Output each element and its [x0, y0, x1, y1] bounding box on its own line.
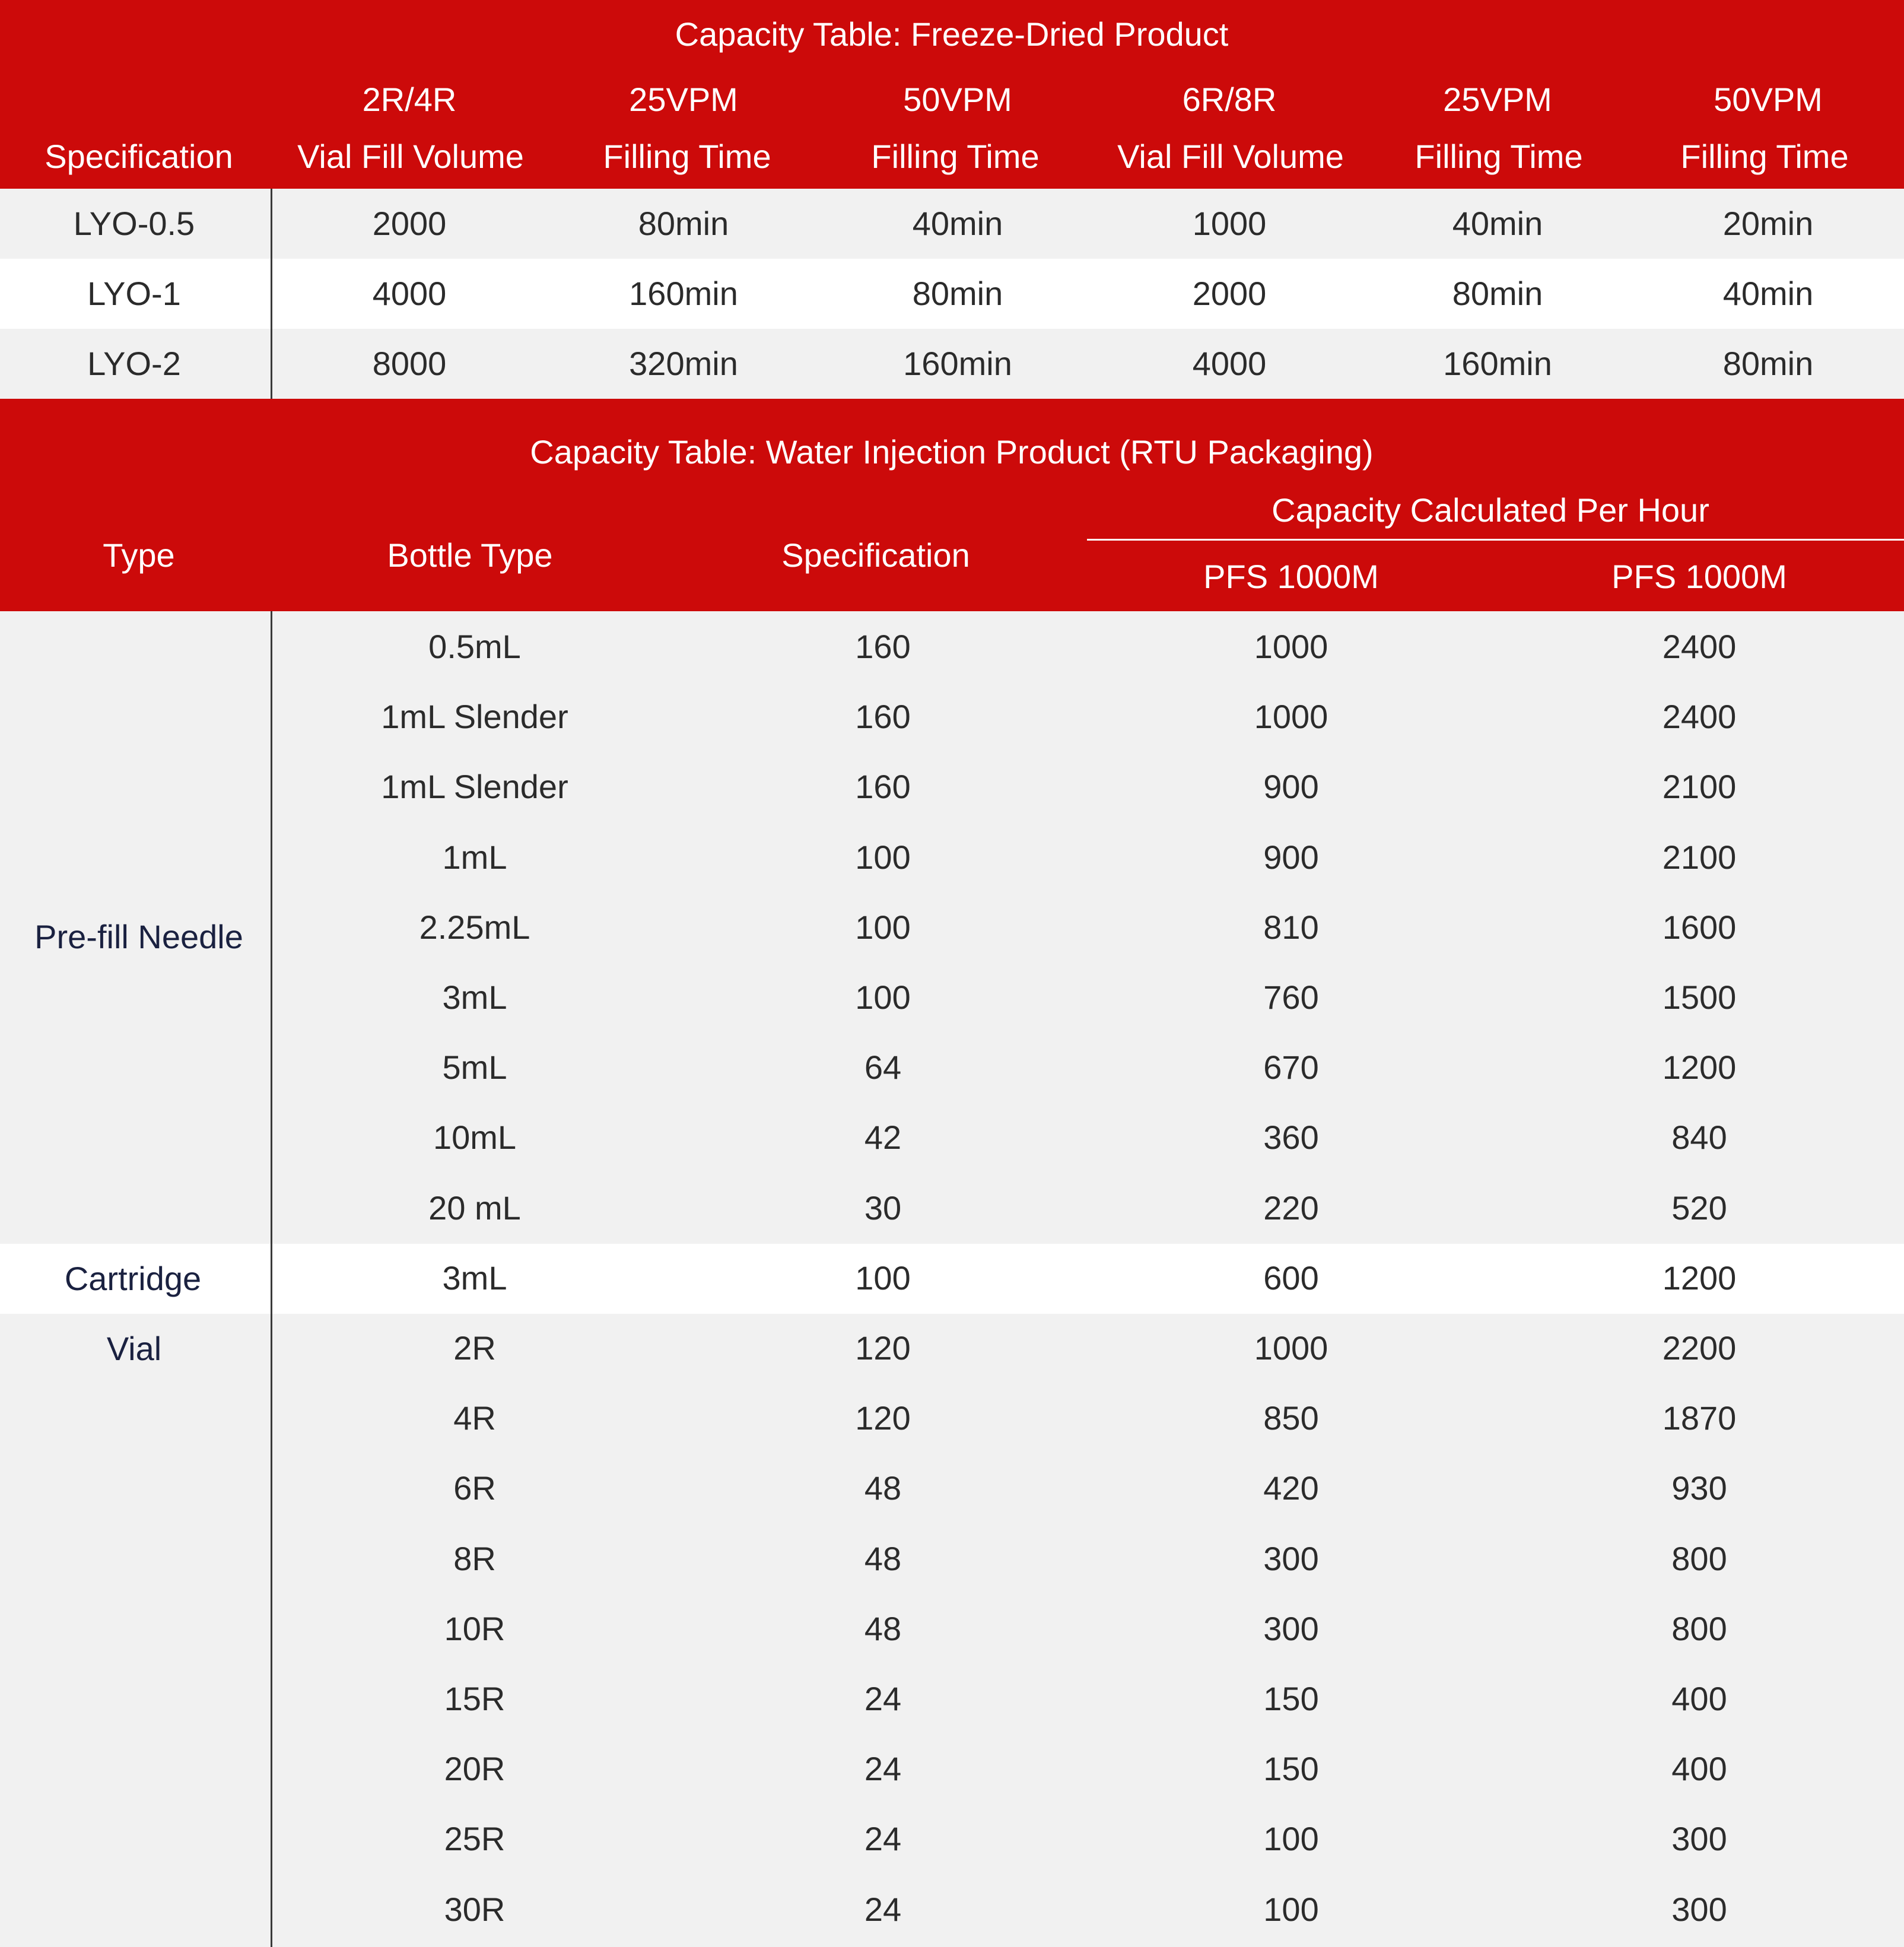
table-cell: 80min — [1452, 275, 1543, 312]
header-top-25vpm-a: 25VPM — [629, 81, 738, 118]
header-type: Type — [103, 536, 175, 574]
table-cell: 24 — [864, 1750, 902, 1787]
table-cell: 1200 — [1662, 1049, 1737, 1086]
bottle-type-cell: 4R — [453, 1399, 496, 1437]
table-cell: 1200 — [1662, 1259, 1737, 1297]
header-pfs-1000m-b: PFS 1000M — [1611, 558, 1787, 595]
table-cell: 40min — [912, 205, 1003, 242]
header-specification: Specification — [44, 138, 233, 175]
vial-group — [0, 1314, 1904, 1947]
table-cell: 520 — [1671, 1189, 1727, 1227]
table-cell: 24 — [864, 1820, 902, 1857]
table-cell: 1500 — [1662, 979, 1737, 1016]
table-cell: 150 — [1263, 1750, 1319, 1787]
header-top-50vpm-b: 50VPM — [1714, 81, 1823, 118]
pre-fill-needle-group — [0, 611, 1904, 1244]
table-cell: 1000 — [1254, 628, 1328, 665]
table-cell: 40min — [1452, 205, 1543, 242]
table-cell: 1600 — [1662, 909, 1737, 946]
table-cell: 40min — [1722, 275, 1814, 312]
header-top-50vpm-a: 50VPM — [903, 81, 1012, 118]
spec-cell: LYO-0.5 — [73, 205, 195, 242]
table-cell: 24 — [864, 1680, 902, 1717]
column-divider — [271, 611, 272, 1947]
table-cell: 42 — [864, 1119, 902, 1156]
table-cell: 24 — [864, 1891, 902, 1928]
cartridge-group — [0, 1244, 1904, 1314]
table-cell: 760 — [1263, 979, 1319, 1016]
table-cell: 2000 — [1192, 275, 1267, 312]
bottle-type-cell: 10R — [444, 1610, 506, 1647]
bottle-type-cell: 3mL — [442, 979, 507, 1016]
bottle-type-cell: 30R — [444, 1891, 506, 1928]
header-pfs-1000m-a: PFS 1000M — [1203, 558, 1379, 595]
table-cell: 4000 — [372, 275, 447, 312]
table-cell: 300 — [1671, 1820, 1727, 1857]
table-cell: 800 — [1671, 1540, 1727, 1577]
header-top-vial-fill-2r4r: 2R/4R — [362, 81, 457, 118]
bottle-type-cell: 2.25mL — [419, 909, 530, 946]
water-injection-table-title: Capacity Table: Water Injection Product (RTU Packaging) — [530, 433, 1374, 471]
table-cell: 2400 — [1662, 698, 1737, 735]
bottle-type-cell: 3mL — [442, 1259, 507, 1297]
table-cell: 1000 — [1254, 698, 1328, 735]
bottle-type-cell: 1mL Slender — [381, 698, 568, 735]
column-divider — [271, 189, 272, 399]
table-cell: 840 — [1671, 1119, 1727, 1156]
table-cell: 1000 — [1254, 1329, 1328, 1367]
table-cell: 80min — [1722, 345, 1814, 382]
table-cell: 600 — [1263, 1259, 1319, 1297]
header-top-25vpm-b: 25VPM — [1443, 81, 1552, 118]
table-cell: 160 — [855, 628, 911, 665]
table-cell: 160min — [1443, 345, 1552, 382]
table-cell: 300 — [1263, 1540, 1319, 1577]
bottle-type-cell: 2R — [453, 1329, 496, 1367]
table-cell: 930 — [1671, 1469, 1727, 1507]
table-cell: 8000 — [372, 345, 447, 382]
table-cell: 800 — [1671, 1610, 1727, 1647]
table-cell: 100 — [855, 1259, 911, 1297]
header-top-vial-fill-6r8r: 6R/8R — [1182, 81, 1277, 118]
table-cell: 2100 — [1662, 838, 1737, 876]
table-cell: 120 — [855, 1329, 911, 1367]
type-pre-fill-needle: Pre-fill Needle — [34, 918, 243, 955]
table-cell: 4000 — [1192, 345, 1267, 382]
table-cell: 300 — [1263, 1610, 1319, 1647]
table-cell: 400 — [1671, 1750, 1727, 1787]
header-filling-time-a: Filling Time — [603, 138, 771, 175]
table-cell: 2100 — [1662, 768, 1737, 805]
header-capacity-per-hour: Capacity Calculated Per Hour — [1272, 491, 1709, 529]
table-cell: 150 — [1263, 1680, 1319, 1717]
table-cell: 64 — [864, 1049, 902, 1086]
header-vial-fill-volume-b: Vial Fill Volume — [1117, 138, 1344, 175]
table-cell: 100 — [855, 979, 911, 1016]
table-cell: 80min — [638, 205, 729, 242]
table-cell: 120 — [855, 1399, 911, 1437]
spec-cell: LYO-1 — [87, 275, 181, 312]
table-cell: 850 — [1263, 1399, 1319, 1437]
table-cell: 30 — [864, 1189, 902, 1227]
header-vial-fill-volume-a: Vial Fill Volume — [297, 138, 524, 175]
table-cell: 160 — [855, 768, 911, 805]
table-cell: 48 — [864, 1469, 902, 1507]
freeze-dried-table-title: Capacity Table: Freeze-Dried Product — [675, 15, 1229, 53]
table-cell: 670 — [1263, 1049, 1319, 1086]
bottle-type-cell: 20R — [444, 1750, 506, 1787]
bottle-type-cell: 25R — [444, 1820, 506, 1857]
table-cell: 810 — [1263, 909, 1319, 946]
bottle-type-cell: 1mL Slender — [381, 768, 568, 805]
header-filling-time-c: Filling Time — [1415, 138, 1583, 175]
bottle-type-cell: 15R — [444, 1680, 506, 1717]
table-cell: 80min — [912, 275, 1003, 312]
table-cell: 220 — [1263, 1189, 1319, 1227]
bottle-type-cell: 8R — [453, 1540, 496, 1577]
table-cell: 420 — [1263, 1469, 1319, 1507]
bottle-type-cell: 20 mL — [428, 1189, 521, 1227]
header-filling-time-b: Filling Time — [871, 138, 1040, 175]
table-cell: 100 — [855, 909, 911, 946]
bottle-type-cell: 5mL — [442, 1049, 507, 1086]
table-cell: 20min — [1722, 205, 1814, 242]
table-cell: 300 — [1671, 1891, 1727, 1928]
table-cell: 160min — [903, 345, 1012, 382]
type-vial: Vial — [106, 1330, 162, 1367]
type-cartridge: Cartridge — [64, 1260, 202, 1297]
spec-cell: LYO-2 — [87, 345, 181, 382]
header-filling-time-d: Filling Time — [1680, 138, 1849, 175]
table-cell: 100 — [1263, 1820, 1319, 1857]
header-bottle-type: Bottle Type — [387, 536, 553, 574]
table-cell: 160min — [629, 275, 738, 312]
bottle-type-cell: 10mL — [433, 1119, 517, 1156]
table-cell: 900 — [1263, 838, 1319, 876]
table-cell: 360 — [1263, 1119, 1319, 1156]
header-specification-2: Specification — [781, 536, 970, 574]
table-cell: 2400 — [1662, 628, 1737, 665]
table-cell: 2000 — [372, 205, 447, 242]
bottle-type-cell: 6R — [453, 1469, 496, 1507]
bottle-type-cell: 0.5mL — [428, 628, 521, 665]
table-cell: 1870 — [1662, 1399, 1737, 1437]
table-cell: 160 — [855, 698, 911, 735]
table-cell: 2200 — [1662, 1329, 1737, 1367]
table-cell: 900 — [1263, 768, 1319, 805]
table-cell: 400 — [1671, 1680, 1727, 1717]
table-cell: 1000 — [1192, 205, 1267, 242]
table-cell: 100 — [1263, 1891, 1319, 1928]
bottle-type-cell: 1mL — [442, 838, 507, 876]
header-divider-line — [1087, 539, 1904, 541]
table-cell: 48 — [864, 1540, 902, 1577]
table-cell: 100 — [855, 838, 911, 876]
table-cell: 48 — [864, 1610, 902, 1647]
table-cell: 320min — [629, 345, 738, 382]
